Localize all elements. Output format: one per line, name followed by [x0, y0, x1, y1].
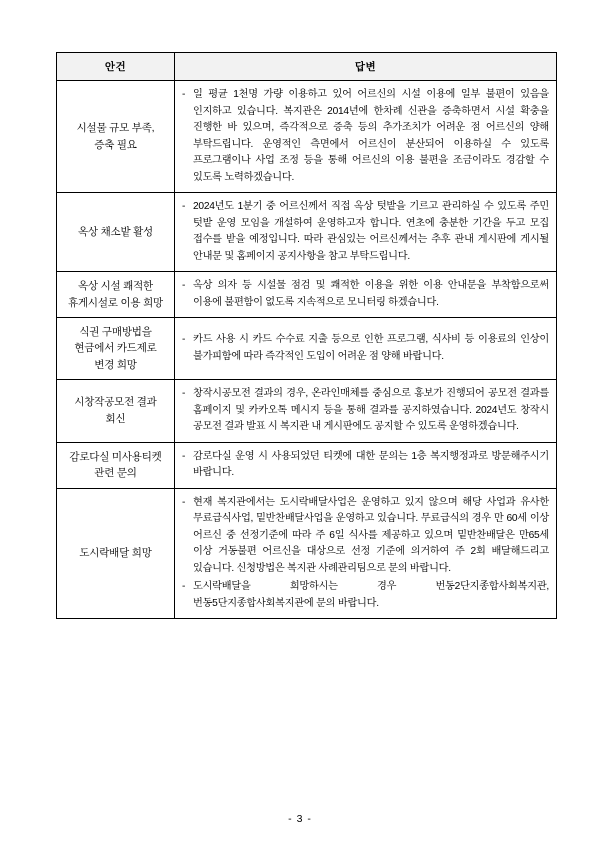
- answer-cell: [175, 488, 557, 619]
- answer-item: - 일 평균 1천명 가량 이용하고 있어 어르신의 시설 이용에 일부 불편이 있음을 인지하고 있습니다. 복지관은 2014년에 한차례 신관을 증축하면서 시설 확충을 진행한 바 있으며, 즉각적으로 증축 등의 추가조치가 어려운 점 어르신의 양해 부탁드립니다. 운영적인 측면에서 어르신이 분산되어 이용하실 수 있도록 프로그램이나 사업 조정 등을 통해 어르신의 이용 불편을 조금이라도 경감할 수 있도록 노력하겠습니다.: [182, 87, 549, 186]
- table-header: [57, 53, 557, 81]
- topic-cell: 옥상 시설 쾌적한 휴게시설로 이용 희망: [57, 272, 175, 318]
- answer-list: [182, 278, 549, 311]
- answer-item: - 도시락배달을 희망하시는 경우 번동2단지종합사회복지관, 번동5단지종합사회복지관에 문의 바랍니다.: [182, 579, 549, 612]
- topic-cell: 도시락배달 희망: [57, 488, 175, 619]
- topic-cell: 시설물 규모 부족, 증축 필요: [57, 81, 175, 193]
- answer-cell: [175, 81, 557, 193]
- table-row: [57, 379, 557, 442]
- answer-cell: [175, 318, 557, 380]
- answer-item: - 옥상 의자 등 시설물 점검 및 쾌적한 이용을 위한 이용 안내문을 부착함으로써 이용에 불편함이 없도록 지속적으로 모니터링 하겠습니다.: [182, 278, 549, 311]
- table-row: [57, 193, 557, 272]
- column-header-topic: 안건: [57, 53, 175, 81]
- page-number: - 3 -: [288, 813, 312, 825]
- table-row: [57, 442, 557, 488]
- answer-list: [182, 449, 549, 482]
- topic-cell: 감로다실 미사용티켓 관련 문의: [57, 442, 175, 488]
- topic-cell: 식권 구매방법을 현금에서 카드제로 변경 희망: [57, 318, 175, 380]
- answer-item: - 현재 복지관에서는 도시락배달사업은 운영하고 있지 않으며 해당 사업과 유사한 무료급식사업, 밑반찬배달사업을 운영하고 있습니다. 무료급식의 경우 만 60세 이상 어르신 중 선정기준에 따라 주 6일 식사를 제공하고 있으며 밑반찬배달은 만65세 이상 거동불편 어르신을 대상으로 선정 기준에 의거하여 주 2회 배달해드리고 있습니다. 신청방법은 복지관 사례관리팀으로 문의 바랍니다.: [182, 495, 549, 578]
- answer-list: [182, 332, 549, 365]
- answer-list: [182, 87, 549, 186]
- table-row: [57, 488, 557, 619]
- table-header-row: [57, 53, 557, 81]
- answer-item: - 카드 사용 시 카드 수수료 지출 등으로 인한 프로그램, 식사비 등 이용료의 인상이 불가피함에 따라 즉각적인 도입이 어려운 점 양해 바랍니다.: [182, 332, 549, 365]
- qa-table: [56, 52, 557, 619]
- answer-cell: [175, 379, 557, 442]
- answer-cell: [175, 193, 557, 272]
- answer-item: - 감로다실 운영 시 사용되었던 티켓에 대한 문의는 1층 복지행정과로 방문해주시기 바랍니다.: [182, 449, 549, 482]
- answer-item: - 창작시공모전 결과의 경우, 온라인매체를 중심으로 홍보가 진행되어 공모전 결과를 홈페이지 및 카카오톡 메시지 등을 통해 결과를 공지하였습니다. 2024년도 창작시 공모전 결과 발표 시 복지관 내 게시판에도 공지할 수 있도록 운영하겠습니다.: [182, 386, 549, 436]
- topic-cell: 옥상 채소밭 활성: [57, 193, 175, 272]
- answer-cell: [175, 272, 557, 318]
- table-row: [57, 318, 557, 380]
- table-body: [57, 81, 557, 619]
- answer-list: [182, 495, 549, 613]
- answer-item: - 2024년도 1분기 중 어르신께서 직접 옥상 텃밭을 기르고 관리하실 수 있도록 주민 텃밭 운영 모임을 개설하여 운영하고자 합니다. 연초에 충분한 기간을 두고 모집 접수를 받을 예정입니다. 따라 관심있는 어르신께서는 추후 관내 게시판에 게시될 안내문 및 홈페이지 공지사항을 참고 부탁드립니다.: [182, 199, 549, 265]
- table-row: [57, 272, 557, 318]
- column-header-answer: 답변: [175, 53, 557, 81]
- answer-list: [182, 199, 549, 265]
- answer-cell: [175, 442, 557, 488]
- answer-list: [182, 386, 549, 436]
- table-row: [57, 81, 557, 193]
- topic-cell: 시창작공모전 결과 회신: [57, 379, 175, 442]
